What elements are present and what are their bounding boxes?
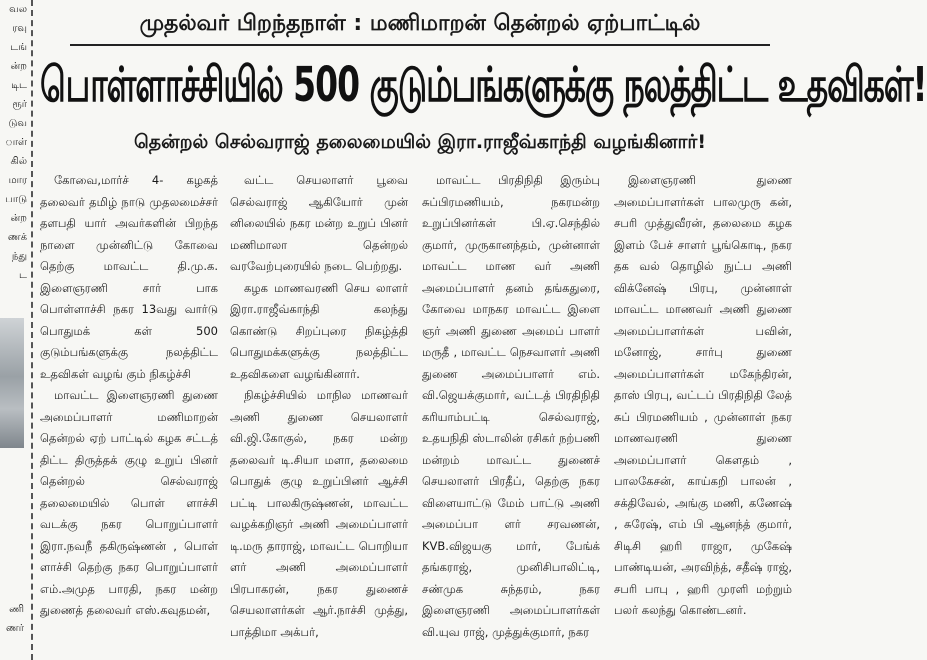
fragment-line: ணி: [9, 604, 24, 615]
fragment-line: டுவ: [8, 118, 27, 129]
article-headline: பொள்ளாச்சியில் 500 குடும்பங்களுக்கு நலத்திட்ட உதவிகள்!: [40, 56, 927, 113]
fragment-line: டங்: [10, 42, 27, 53]
fragment-line: ன்ற: [10, 61, 27, 72]
body-paragraph: இளைஞரணி துணை அமைப்பாளர்கள் பாலமுரு கன், சபரி முத்துவீரன், தலைமை கழக இளம் பேச் சாளர் பூங்கொடி, நகர தக வல் தொழில் நுட்ப அணி விக்னேஷ் பிரபு, முன்னாள் மாவட்ட மாணவர் அணி துணை அமைப்பாளர்கள் பவின், மனோஜ், சார்பு துணை அமைப்பாளர்கள் மகேந்திரன், தாஸ் பிரபு, வட்டப் பிரதிநிதி லேத் சுப் பிரமணியம் , முன்னாள் நகர மாணவரணி துணை அமைப்பாளர் கௌதம் , பாலகேசன், காய்கறி பாலன் , சக்திவேல், அங்கு மணி, கணேஷ் , சுரேஷ், எம் பி ஆனந்த் குமார், சிடிசி ஹரி ராஜா, முகேஷ் பாண்டியன், அரவிந்த், சதீஷ் ராஜ், சபரி பாபு , ஹரி முரளி மற்றும் பலர் கலந்து கொண்டனர்.: [614, 173, 792, 617]
fragment-line: வல: [9, 4, 27, 15]
body-paragraph: கழக மாணவரணி செய லாளர் இரா.ராஜீவ்காந்தி கலந்து கொண்டு சிறப்புரை நிகழ்த்தி பொதுமக்களுக்கு நலத்திட்ட உதவிகளை வழங்கினார்.: [230, 280, 408, 381]
fragment-line: ாள்: [5, 137, 27, 148]
body-column-3: [422, 170, 600, 660]
adjacent-text-fragments: [0, 0, 30, 285]
body-column-2: [230, 170, 408, 660]
fragment-line: ணர்: [6, 623, 24, 634]
fragment-line: ரூர்: [12, 99, 27, 110]
fragment-line: ரவு: [12, 23, 27, 34]
body-paragraph: வட்ட செயலாளர் பூவை செல்வராஜ் ஆகியோர் முன் னிலையில் நகர மன்ற உறுப் பினர் மணிமாலா தென்றல் வரவேற்புரையில் நடை பெற்றது.: [230, 173, 408, 273]
fragment-line: பாடு: [5, 194, 27, 205]
body-column-1: [40, 170, 218, 660]
body-paragraph: நிகழ்ச்சியில் மாநில மாணவர் அணி துணை செயலாளர் வி.ஜி.கோகுல், நகர மன்ற தலைவர் டி.சியா மளா, தலைமை பொதுக் குழு உறுப்பினர் ஆச்சி பட்டி பாலகிருஷ்ணன், மாவட்ட வழக்கறிஞர் அணி அமைப்பாளர் டி.மரு தாராஜ், மாவட்ட பொறியா ளர் அணி அமைப்பாளர் பிரபாகரன், நகர துணைச் செயலாளர்கள் ஆர்.நாச்சி முத்து, பாத்திமா அக்பர்,: [230, 388, 408, 639]
body-paragraph: மாவட்ட இளைஞரணி துணை அமைப்பாளர் மணிமாறன் தென்றல் ஏற் பாட்டில் கழக சட்டத் திட்ட திருத்தக் குழு உறுப் பினர் தென்றல் செல்வராஜ் தலைமையில் பொள் ளாச்சி வடக்கு நகர பொறுப்பாளர் இரா.நவநீ தகிருஷ்ணன் , பொள் ளாச்சி தெற்கு நகர பொறுப்பாளர் எம்.அமுத பாரதி, நகர மன்ற துணைத் தலைவர் எஸ்.கவுதமன்,: [40, 388, 218, 617]
body-paragraph: மாவட்ட பிரதிநிதி இரும்பு சுப்பிரமணியம், நகரமன்ற உறுப்பினர்கள் பி.ஏ.செந்தில் குமார், முருகானந்தம், முன்னாள் மாவட்ட மாண வர் அணி அமைப்பாளர் தனம் தங்கதுரை, கோவை மாநகர மாவட்ட இளை ஞர் அணி துணை அமைப் பாளர் மருதீ , மாவட்ட நெசவாளர் அணி துணை அமைப்பாளர் எம். வி.ஜெயக்குமார், வட்டத் பிரதிநிதி கரியாம்பட்டி செல்வராஜ், உதயநிதி ஸ்டாலின் ரசிகர் நற்பணி மன்றம் மாவட்ட துணைச் செயலாளர் பிரதீப், தெற்கு நகர விளையாட்டு மேம் பாட்டு அணி அமைப்பா ளர் சரவணன், KVB.விஜயகு மார், பேங்க் தங்கராஜ், முனிசிபாலிட்டி, சண்முக சுந்தரம், நகர இளைஞரணி அமைப்பாளர்கள் வி.யுவ ராஜ், முத்துக்குமார், நகர: [422, 173, 600, 639]
adjacent-article-strip: [0, 0, 30, 660]
article-subheadline: தென்றல் செல்வராஜ் தலைமையில் இரா.ராஜீவ்காந்தி வழங்கினார்!: [134, 131, 706, 153]
news-article: [40, 0, 927, 660]
adjacent-bottom-fragments: [0, 600, 27, 638]
fragment-line: ட: [19, 270, 27, 281]
fragment-line: ன்ற: [10, 213, 27, 224]
fragment-line: ணக்: [7, 232, 27, 243]
adjacent-photo: [0, 318, 24, 448]
fragment-line: கில்: [10, 156, 27, 167]
body-paragraph: கோவை,மார்ச் 4- கழகத் தலைவர் தமிழ் நாடு முதலமைச்சர் தளபதி யார் அவர்களின் பிறந்த நாளை முன்னிட்டு கோவை தெற்கு மாவட்ட தி.மு.க. இளைஞரணி சார் பாக பொள்ளாச்சி நகர 13வது வார்டு பொதுமக் கள் 500 குடும்பங்களுக்கு நலத்திட்ட உதவிகள் வழங் கும் நிகழ்ச்சி: [40, 173, 218, 381]
body-column-4: [614, 170, 792, 660]
fragment-line: மார: [8, 175, 27, 186]
fragment-line: ந்து: [11, 251, 27, 262]
article-kicker: முதல்வர் பிறந்தநாள் : மணிமாறன் தென்றல் ஏற்பாட்டில்: [70, 4, 770, 46]
fragment-line: டிட: [11, 80, 27, 91]
column-divider: [31, 0, 33, 660]
